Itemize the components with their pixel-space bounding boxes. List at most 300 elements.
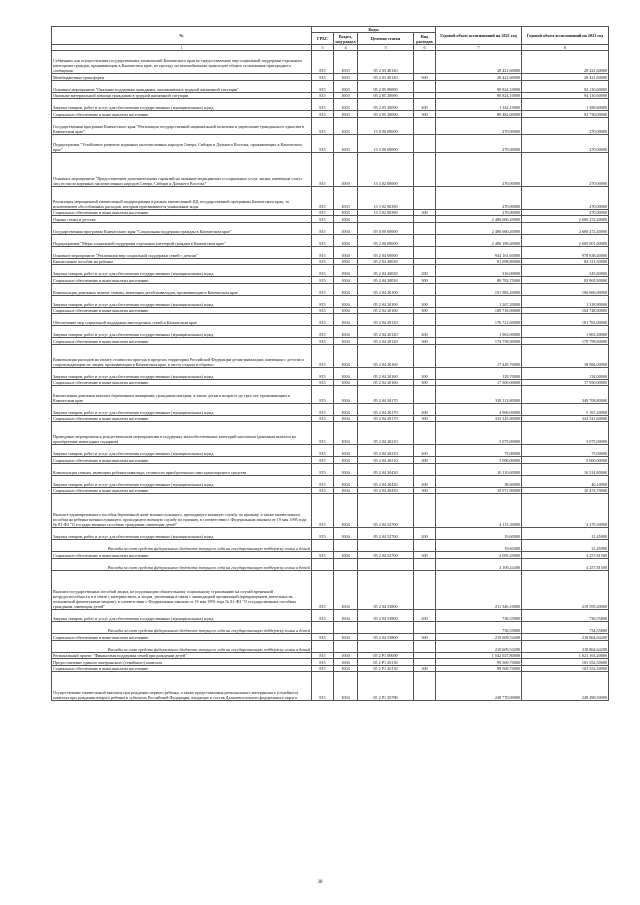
row-grbs: 815 bbox=[312, 652, 334, 659]
row-vr bbox=[414, 463, 436, 475]
row-name: Социальное обеспечение и иные выплаты населению bbox=[52, 111, 312, 118]
row-grbs: 815 bbox=[312, 326, 334, 338]
table-row bbox=[52, 610, 609, 622]
row-2021: 270,00000 bbox=[436, 152, 522, 186]
row-vr bbox=[414, 152, 436, 186]
row-section: 1004 bbox=[334, 665, 358, 672]
row-target: 13 3 02 00390 bbox=[358, 209, 414, 216]
row-2022: 21,45900 bbox=[522, 528, 609, 540]
row-2022: 248 490,50000 bbox=[522, 672, 609, 701]
row-target: 05 2 05 20090 bbox=[358, 111, 414, 118]
row-target: 05 2 04 20210 bbox=[358, 457, 414, 464]
table-row bbox=[52, 463, 609, 475]
budget-table bbox=[51, 26, 609, 701]
row-grbs: 815 bbox=[312, 634, 334, 641]
row-grbs: 815 bbox=[312, 209, 334, 216]
row-2021: 176 721,60000 bbox=[436, 314, 522, 326]
row-section: 1004 bbox=[334, 234, 358, 246]
row-target: 05 2 04 20120 bbox=[358, 314, 414, 326]
row-vr bbox=[414, 558, 436, 570]
row-grbs bbox=[312, 640, 334, 652]
row-target: 05 2 04 20160 bbox=[358, 344, 414, 367]
row-target: 05 2 04 20210 bbox=[358, 422, 414, 445]
row-section: 1004 bbox=[334, 570, 358, 610]
row-name: Закупка товаров, работ и услуг для обеспечения государственных (муниципальных) нужд bbox=[52, 99, 312, 111]
table-row bbox=[52, 246, 609, 258]
col-2021-header: Годовой объем ассигнований на 2021 год bbox=[436, 27, 522, 45]
row-2022: 730,55800 bbox=[522, 610, 609, 622]
row-vr: 200 bbox=[414, 326, 436, 338]
row-section bbox=[334, 640, 358, 652]
row-target: 05 2 04 20170 bbox=[358, 386, 414, 404]
row-2022: 179 799,60000 bbox=[522, 338, 609, 345]
row-grbs: 815 bbox=[312, 386, 334, 404]
row-section: 1004 bbox=[334, 652, 358, 659]
row-2021: 4 115,30000 bbox=[436, 494, 522, 528]
row-2022: 2 600 472,40000 bbox=[522, 222, 609, 234]
table-row bbox=[52, 295, 609, 307]
row-2021: 17 300,00000 bbox=[436, 379, 522, 386]
table-row bbox=[52, 640, 609, 652]
row-name: Ежемесячное пособие на ребенка bbox=[52, 258, 312, 265]
row-grbs: 815 bbox=[312, 216, 334, 223]
row-2021: 90 824,10000 bbox=[436, 92, 522, 99]
table-row bbox=[52, 117, 609, 135]
table-row bbox=[52, 51, 609, 74]
row-grbs: 815 bbox=[312, 552, 334, 559]
row-name: Компенсация семьям, имеющим ребенка-инвалида, стоимости приобретенного ими транспортного средства bbox=[52, 463, 312, 475]
row-2022: 106 066,90000 bbox=[522, 283, 609, 295]
table-row bbox=[52, 152, 609, 186]
row-2021: 270,00000 bbox=[436, 186, 522, 209]
row-vr: 200 bbox=[414, 475, 436, 487]
row-name: Социальное обеспечение и иные выплаты населению bbox=[52, 277, 312, 284]
row-grbs bbox=[312, 622, 334, 634]
row-2022: 94 110,60000 bbox=[522, 80, 609, 92]
row-vr: 200 bbox=[414, 295, 436, 307]
row-target: 05 2 05 00000 bbox=[358, 80, 414, 92]
table-row bbox=[52, 540, 609, 552]
row-vr: 200 bbox=[414, 610, 436, 622]
row-vr: 300 bbox=[414, 111, 436, 118]
row-section: 1003 bbox=[334, 80, 358, 92]
row-name: Закупка товаров, работ и услуг для обеспечения государственных (муниципальных) нужд bbox=[52, 295, 312, 307]
row-target: 05 2 00 00000 bbox=[358, 234, 414, 246]
row-grbs: 815 bbox=[312, 457, 334, 464]
row-section: 1004 bbox=[334, 265, 358, 277]
row-2021: 28 421,60000 bbox=[436, 74, 522, 81]
row-name: Социальное обеспечение и иные выплаты населению bbox=[52, 415, 312, 422]
table-row bbox=[52, 570, 609, 610]
row-section: 1004 bbox=[334, 344, 358, 367]
table-row bbox=[52, 422, 609, 445]
row-2021: 89 482,00000 bbox=[436, 111, 522, 118]
row-vr bbox=[414, 222, 436, 234]
row-2021: 90 824,10000 bbox=[436, 80, 522, 92]
row-2021: 270,00000 bbox=[436, 135, 522, 153]
row-2022: 270,00000 bbox=[522, 135, 609, 153]
row-grbs: 815 bbox=[312, 463, 334, 475]
table-row bbox=[52, 494, 609, 528]
row-section: 1003 bbox=[334, 186, 358, 209]
row-2022: 344 541,60000 bbox=[522, 415, 609, 422]
row-2021: 2 486 660,20000 bbox=[436, 216, 522, 223]
row-2021: 316,00000 bbox=[436, 265, 522, 277]
row-vr bbox=[414, 494, 436, 528]
row-grbs: 815 bbox=[312, 487, 334, 494]
row-2021: 736,55800 bbox=[436, 622, 522, 634]
row-grbs: 815 bbox=[312, 570, 334, 610]
row-target bbox=[358, 622, 414, 634]
row-2021: 19,60400 bbox=[436, 540, 522, 552]
row-2022: 40,10000 bbox=[522, 475, 609, 487]
row-target: 05 2 04 52700 bbox=[358, 552, 414, 559]
row-vr bbox=[414, 234, 436, 246]
row-name: Социальное обеспечение и иные выплаты населению bbox=[52, 665, 312, 672]
row-grbs: 815 bbox=[312, 92, 334, 99]
row-2022: 270,00000 bbox=[522, 186, 609, 209]
row-2022: 134,00000 bbox=[522, 367, 609, 379]
row-section: 1004 bbox=[334, 326, 358, 338]
table-row bbox=[52, 403, 609, 415]
row-2022: 1 380,60000 bbox=[522, 99, 609, 111]
row-vr: 200 bbox=[414, 403, 436, 415]
row-vr: 200 bbox=[414, 265, 436, 277]
row-vr: 200 bbox=[414, 445, 436, 457]
row-grbs: 815 bbox=[312, 51, 334, 74]
row-2022: 5 167,20000 bbox=[522, 403, 609, 415]
row-vr bbox=[414, 570, 436, 610]
row-section: 1003 bbox=[334, 209, 358, 216]
col-name-header: № bbox=[52, 27, 312, 45]
row-2022: 4 257,81500 bbox=[522, 552, 609, 559]
row-vr: 300 bbox=[414, 457, 436, 464]
table-row bbox=[52, 622, 609, 634]
row-name: Расходы за счет средств федерального бюджета текущего года на государственную поддержку семьи и детей bbox=[52, 640, 312, 652]
row-2021: 333 145,80000 bbox=[436, 415, 522, 422]
row-target: 05 2 05 20090 bbox=[358, 99, 414, 111]
row-name: Государственная программа Камчатского края "Реализация государственной национальной политики и укрепление гражданского единства в Камчатском крае" bbox=[52, 117, 312, 135]
row-name: Государственная программа Камчатского края "Социальная поддержка граждан в Камчатском крае" bbox=[52, 222, 312, 234]
row-grbs: 815 bbox=[312, 422, 334, 445]
row-name: Социальное обеспечение и иные выплаты населению bbox=[52, 209, 312, 216]
row-2022: 84 311,50000 bbox=[522, 258, 609, 265]
row-target: 05 2 04 20160 bbox=[358, 367, 414, 379]
row-vr: 200 bbox=[414, 99, 436, 111]
table-row bbox=[52, 445, 609, 457]
row-target: 05 2 04 53800 bbox=[358, 634, 414, 641]
row-name: Социальное обеспечение и иные выплаты населению bbox=[52, 379, 312, 386]
row-vr bbox=[414, 283, 436, 295]
row-section: 1004 bbox=[334, 246, 358, 258]
row-2022: 83 965,90000 bbox=[522, 277, 609, 284]
row-section: 1004 bbox=[334, 475, 358, 487]
row-target: 05 2 04 20100 bbox=[358, 307, 414, 314]
row-2021: 2 486 189,40000 bbox=[436, 234, 522, 246]
row-name: Подпрограмма "Устойчивое развитие коренных малочисленных народов Севера, Сибири и Дальнего Востока, проживающих в Камчатском крае" bbox=[52, 135, 312, 153]
row-name: Закупка товаров, работ и услуг для обеспечения государственных (муниципальных) нужд bbox=[52, 326, 312, 338]
row-name: Межбюджетные трансферты bbox=[52, 74, 312, 81]
row-target: 05 2 P1 20130 bbox=[358, 659, 414, 666]
row-target: 05 2 04 53800 bbox=[358, 570, 414, 610]
row-name: Социальное обеспечение и иные выплаты населению bbox=[52, 338, 312, 345]
row-target: 05 2 04 20120 bbox=[358, 326, 414, 338]
row-name: Проведение мероприятия к рождественским мероприятиям в поддержку малообеспеченных категорий населения (денежная выплата на приобретение новогодних подарков) bbox=[52, 422, 312, 445]
row-2022: 218 864,64200 bbox=[522, 634, 609, 641]
row-name: Закупка товаров, работ и услуг для обеспечения государственных (муниципальных) нужд bbox=[52, 528, 312, 540]
row-grbs: 815 bbox=[312, 99, 334, 111]
row-vr: 300 bbox=[414, 209, 436, 216]
row-target: 05 2 04 20430 bbox=[358, 463, 414, 475]
row-vr bbox=[414, 135, 436, 153]
row-vr: 300 bbox=[414, 552, 436, 559]
table-row bbox=[52, 265, 609, 277]
row-2021: 210 609,54200 bbox=[436, 640, 522, 652]
col-target-header: Целевая статья bbox=[358, 33, 414, 45]
row-name: Закупка товаров, работ и услуг для обеспечения государственных (муниципальных) нужд bbox=[52, 367, 312, 379]
row-vr: 200 bbox=[414, 367, 436, 379]
row-2022: 270,00000 bbox=[522, 152, 609, 186]
row-target: 05 2 04 20030 bbox=[358, 277, 414, 284]
row-name: Оказание материальной помощи гражданам в трудной жизненной ситуации bbox=[52, 92, 312, 99]
table-row bbox=[52, 528, 609, 540]
row-target: 05 2 04 52700 bbox=[358, 528, 414, 540]
row-section: 1003 bbox=[334, 92, 358, 99]
row-target bbox=[358, 540, 414, 552]
row-grbs bbox=[312, 558, 334, 570]
row-section: 1004 bbox=[334, 314, 358, 326]
row-name: Закупка товаров, работ и услуг для обеспечения государственных (муниципальных) нужд bbox=[52, 610, 312, 622]
row-2021: 270,00000 bbox=[436, 209, 522, 216]
row-grbs: 815 bbox=[312, 338, 334, 345]
row-2021: 210 609,54200 bbox=[436, 634, 522, 641]
row-grbs: 815 bbox=[312, 445, 334, 457]
row-target: 05 2 04 20210 bbox=[358, 445, 414, 457]
row-2021: 99 569,70000 bbox=[436, 665, 522, 672]
row-2021: 248 770,00000 bbox=[436, 672, 522, 701]
row-vr bbox=[414, 51, 436, 74]
row-name: Охрана семьи и детства bbox=[52, 216, 312, 223]
row-target bbox=[358, 558, 414, 570]
row-vr bbox=[414, 314, 436, 326]
row-name: Компенсация расходов на оплату стоимости проезда в пределах территории Российской Федерации детям-инвалидам, имеющим с детства и сопровождающим их лицам, проживающим в Камчатском крае, к месту отдыха и обратно bbox=[52, 344, 312, 367]
row-target: 05 2 P1 50780 bbox=[358, 672, 414, 701]
row-target: 05 2 04 20100 bbox=[358, 295, 414, 307]
row-section: 1003 bbox=[334, 74, 358, 81]
row-2021: 270,00000 bbox=[436, 117, 522, 135]
row-vr bbox=[414, 186, 436, 209]
row-grbs: 815 bbox=[312, 665, 334, 672]
row-vr: 300 bbox=[414, 379, 436, 386]
row-vr: 300 bbox=[414, 307, 436, 314]
col-num: 8 bbox=[522, 45, 609, 51]
col-num: 1 bbox=[52, 45, 312, 51]
row-section: 1004 bbox=[334, 386, 358, 404]
row-section: 1004 bbox=[334, 672, 358, 701]
row-name: Обеспечение мер социальной поддержки многодетных семей в Камчатском крае bbox=[52, 314, 312, 326]
row-vr bbox=[414, 422, 436, 445]
row-2021: 100 716,00000 bbox=[436, 307, 522, 314]
row-section: 1004 bbox=[334, 415, 358, 422]
row-target bbox=[358, 640, 414, 652]
row-section bbox=[334, 558, 358, 570]
row-vr: 300 bbox=[414, 277, 436, 284]
row-2022: 21,45900 bbox=[522, 540, 609, 552]
row-grbs: 815 bbox=[312, 672, 334, 701]
row-section: 1004 bbox=[334, 634, 358, 641]
row-section: 1004 bbox=[334, 457, 358, 464]
row-name: Расходы за счет средств федерального бюджета текущего года на государственную поддержку семьи и детей bbox=[52, 622, 312, 634]
table-row bbox=[52, 234, 609, 246]
row-2022: 75,00000 bbox=[522, 445, 609, 457]
row-section: 1004 bbox=[334, 552, 358, 559]
row-target: 05 2 04 00000 bbox=[358, 246, 414, 258]
row-2022: 2 600 001,60000 bbox=[522, 234, 609, 246]
row-name: Закупка товаров, работ и услуг для обеспечения государственных (муниципальных) нужд bbox=[52, 445, 312, 457]
row-grbs: 815 bbox=[312, 610, 334, 622]
table-row bbox=[52, 367, 609, 379]
row-target: 05 2 04 53800 bbox=[358, 610, 414, 622]
row-2021: 1 963,00000 bbox=[436, 326, 522, 338]
row-2022: 349 708,80000 bbox=[522, 386, 609, 404]
row-name: Социальное обеспечение и иные выплаты населению bbox=[52, 552, 312, 559]
table-row bbox=[52, 186, 609, 209]
row-2021: 5 000,00000 bbox=[436, 457, 522, 464]
row-2022: 5 075,00000 bbox=[522, 422, 609, 445]
row-2021: 1 342,10000 bbox=[436, 99, 522, 111]
row-grbs: 815 bbox=[312, 475, 334, 487]
row-2021: 4 095,20000 bbox=[436, 552, 522, 559]
row-target: 05 2 04 20160 bbox=[358, 379, 414, 386]
col-num: 5 bbox=[358, 45, 414, 51]
row-name: Реализация мероприятий ежемесячной подпрограммы в рамках ежемесячной ЦЦ государственной программы Камчатского края, за исключением обособленных расходов, которым присваиваются уникальные коды bbox=[52, 186, 312, 209]
row-2022: 10 514,80000 bbox=[522, 463, 609, 475]
row-2022: 4 279,30000 bbox=[522, 494, 609, 528]
row-name: Закупка товаров, работ и услуг для обеспечения государственных (муниципальных) нужд bbox=[52, 403, 312, 415]
row-2021: 80 782,75000 bbox=[436, 277, 522, 284]
row-target: 05 2 04 20100 bbox=[358, 283, 414, 295]
row-vr bbox=[414, 246, 436, 258]
row-grbs: 815 bbox=[312, 186, 334, 209]
col-num: 6 bbox=[414, 45, 436, 51]
row-2022: 18 084,00000 bbox=[522, 344, 609, 367]
table-row bbox=[52, 344, 609, 367]
row-2022: 103 552,50000 bbox=[522, 659, 609, 666]
col-num: 4 bbox=[334, 45, 358, 51]
row-grbs: 815 bbox=[312, 403, 334, 415]
row-vr bbox=[414, 672, 436, 701]
row-name: Выплата единовременного пособия беременной жене военнослужащего, проходящего военную службу по призыву, а также ежемесячного пособия на ребенка военнослужащего, проходящего военную службу по призыву, в соответствии с Федеральным законом от 19 мая 1995 года № 81-ФЗ "О государственных пособиях гражданам, имеющим детей" bbox=[52, 494, 312, 528]
row-grbs: 815 bbox=[312, 379, 334, 386]
row-section: 1004 bbox=[334, 487, 358, 494]
row-name: Предоставление единого материнского (семейного) капитала bbox=[52, 659, 312, 666]
table-row bbox=[52, 222, 609, 234]
row-target: 05 2 04 20120 bbox=[358, 338, 414, 345]
row-2022: 17 950,00000 bbox=[522, 379, 609, 386]
table-body bbox=[52, 51, 609, 701]
row-grbs: 815 bbox=[312, 314, 334, 326]
row-grbs: 815 bbox=[312, 135, 334, 153]
col-vr-header: Вид расходов bbox=[414, 33, 436, 45]
row-vr bbox=[414, 622, 436, 634]
row-target: 05 2 04 20430 bbox=[358, 475, 414, 487]
row-section: 1004 bbox=[334, 445, 358, 457]
codes-header: Коды bbox=[312, 27, 436, 33]
row-name: Субвенции для осуществления государственных полномочий Камчатского края по предоставлению мер социальной поддержки отдельным категориям граждан, проживающим в Камчатском крае, по проезду на автомобильном транспорте общего пользования пригородного сообщения bbox=[52, 51, 312, 74]
row-vr bbox=[414, 640, 436, 652]
row-name: Расходы за счет средств федерального бюджета текущего года на государственную поддержку семьи и детей bbox=[52, 540, 312, 552]
row-target: 13 3 02 00390 bbox=[358, 186, 414, 209]
row-grbs: 815 bbox=[312, 246, 334, 258]
row-section: 1004 bbox=[334, 338, 358, 345]
row-2022: 92 730,00000 bbox=[522, 111, 609, 118]
table-row bbox=[52, 99, 609, 111]
col-2022-header: Годовой объем ассигнований на 2022 год bbox=[522, 27, 609, 45]
row-name: Закупка товаров, работ и услуг для обеспечения государственных (муниципальных) нужд bbox=[52, 475, 312, 487]
row-2022: 270,00000 bbox=[522, 117, 609, 135]
row-grbs: 815 bbox=[312, 152, 334, 186]
row-grbs: 815 bbox=[312, 295, 334, 307]
table-row bbox=[52, 672, 609, 701]
row-section: 1003 bbox=[334, 135, 358, 153]
row-name: Выплата государственных пособий лицам, не подлежащим обязательному социальному страхованию на случай временной нетрудоспособности и в связи с материнством, и лицам, уволенным в связи с ликвидацией организаций (прекращением деятельности, полномочий физическими лицами), в соответствии с Федеральным законом от 19 мая 1995 года № 81-ФЗ "О государственных пособиях гражданам, имеющим детей" bbox=[52, 570, 312, 610]
row-2021: 10 071,90000 bbox=[436, 487, 522, 494]
row-section: 1004 bbox=[334, 610, 358, 622]
row-name: Осуществление ежемесячной выплаты при рождении первого ребенка, а также предоставления регионального материнского (семейного) капитала при рождении второго ребенка в субъектах Российской Федерации, входящих в состав Дальневосточного федерального округа bbox=[52, 672, 312, 701]
row-target: 05 2 03 40140 bbox=[358, 51, 414, 74]
row-section: 1003 bbox=[334, 117, 358, 135]
row-2022: 28 421,60000 bbox=[522, 51, 609, 74]
row-2022: 181 763,00000 bbox=[522, 314, 609, 326]
row-section: 1004 bbox=[334, 307, 358, 314]
row-section: 1004 bbox=[334, 403, 358, 415]
row-section: 1004 bbox=[334, 295, 358, 307]
row-grbs: 815 bbox=[312, 265, 334, 277]
row-2022: 94 110,60000 bbox=[522, 92, 609, 99]
row-2021: 19,60000 bbox=[436, 528, 522, 540]
row-vr: 300 bbox=[414, 487, 436, 494]
row-grbs: 815 bbox=[312, 528, 334, 540]
row-2022: 10 474,70000 bbox=[522, 487, 609, 494]
row-section: 1004 bbox=[334, 216, 358, 223]
row-2021: 38,60000 bbox=[436, 475, 522, 487]
row-grbs: 815 bbox=[312, 307, 334, 314]
row-target: 05 2 04 20170 bbox=[358, 415, 414, 422]
row-target: 05 2 03 40140 bbox=[358, 74, 414, 81]
row-target: 05 2 04 20170 bbox=[358, 403, 414, 415]
row-vr: 500 bbox=[414, 74, 436, 81]
row-2022: 103 552,50000 bbox=[522, 665, 609, 672]
row-section: 1003 bbox=[334, 152, 358, 186]
row-2022: 4 257,81500 bbox=[522, 558, 609, 570]
row-vr bbox=[414, 80, 436, 92]
col-section-header: Раздел, под-раздел bbox=[335, 33, 356, 44]
row-section: 1004 bbox=[334, 277, 358, 284]
row-name: Ежемесячная денежная выплата беременным женщинам, гражданам матерям, в также детям в возрасте до трех лет, проживающим в Камчатском крае bbox=[52, 386, 312, 404]
page-number: 38 bbox=[317, 880, 323, 885]
row-2021: 28 421,60000 bbox=[436, 51, 522, 74]
row-name: Социальное обеспечение и иные выплаты населению bbox=[52, 487, 312, 494]
row-grbs: 815 bbox=[312, 80, 334, 92]
row-section: 1004 bbox=[334, 463, 358, 475]
row-target: 13 3 00 00000 bbox=[358, 135, 414, 153]
table-row bbox=[52, 283, 609, 295]
row-2021: 5 075,00000 bbox=[436, 422, 522, 445]
row-target: 05 2 04 20030 bbox=[358, 265, 414, 277]
row-name: Социальное обеспечение и иные выплаты населению bbox=[52, 307, 312, 314]
row-2021: 211 346,10000 bbox=[436, 570, 522, 610]
row-target: 05 2 04 20030 bbox=[358, 258, 414, 265]
